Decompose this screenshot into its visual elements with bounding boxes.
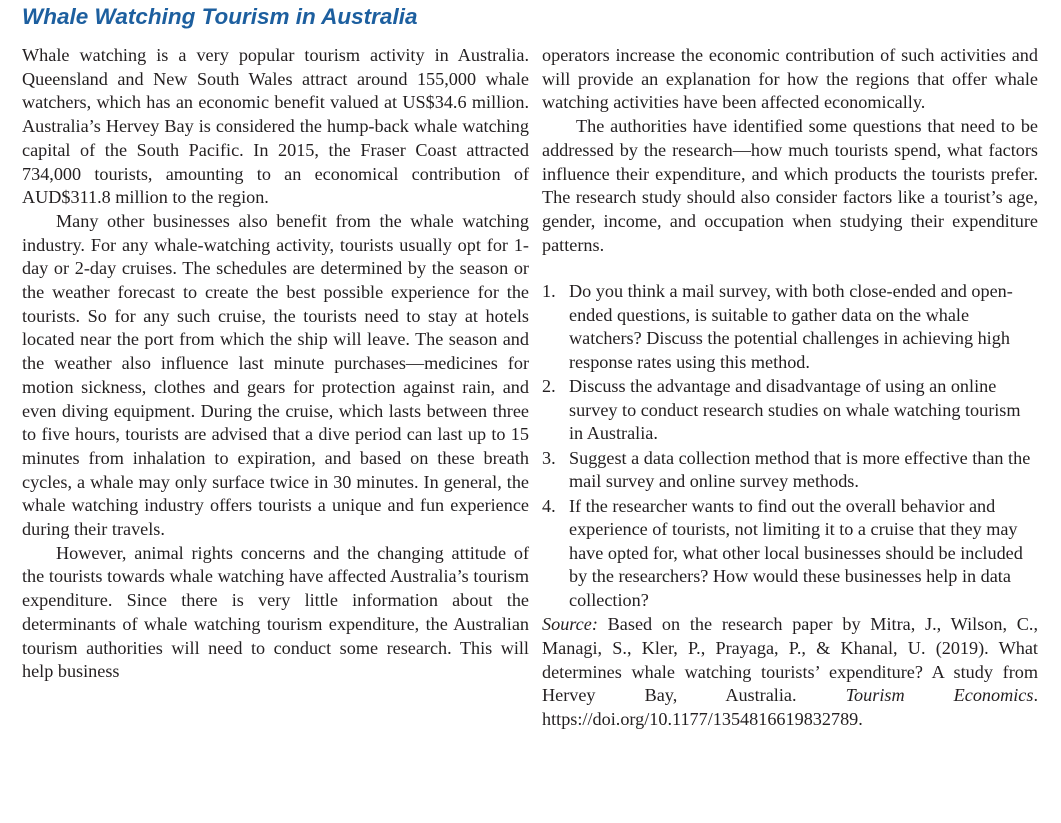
question-text: If the researcher wants to find out the overall behavior and experience of tourists, not limiting it to a cruise that they may have opted for, what other local businesses should be included by the researchers? How would these businesses help in data collection?: [569, 495, 1023, 610]
case-title: Whale Watching Tourism in Australia: [22, 4, 418, 29]
left-column: [22, 44, 529, 684]
body-paragraph: The authorities have identified some questions that need to be addressed by the research—how much tourists spend, what factors influence their expenditure, and which products the tourists prefer. The research study should also consider factors like a tourist’s age, gender, income, and occupation when studying their expenditure patterns.: [542, 116, 1038, 255]
right-column: [542, 44, 1038, 732]
body-paragraph: Many other businesses also benefit from the whale watching industry. For any whale-watching activity, tourists usually opt for 1-day or 2-day cruises. The schedules are determined by the season or the weather forecast to create the best possible experience for the tourists. So for any such cruise, the tourists need to stay at hotels located near the port from which the ship will leave. The season and the weather also influence last minute purchases—medicines for motion sickness, clothes and gears for protection against rain, and even diving equipment. During the cruise, which lasts between three to five hours, tourists are advised that a dive period can last up to 15 minutes from inhalation to expiration, and based on these breath cycles, a whale may only surface twice in 30 minutes. In general, the whale watching industry offers tourists a unique and fun experience during their travels.: [22, 210, 529, 540]
question-item: [542, 495, 1038, 613]
question-number: 1.: [542, 281, 556, 302]
body-paragraph: Whale watching is a very popular tourism activity in Australia. Queensland and New South Wales attract around 155,000 whale watchers, which has an economic benefit valued at US$34.6 million. Australia’s Hervey Bay is considered the hump-back whale watching capital of the South Pacific. In 2015, the Fraser Coast attracted 734,000 tourists, amounting to an economical contribution of AUD$311.8 million to the region.: [22, 45, 529, 208]
question-item: [542, 447, 1038, 494]
source-label: Source:: [542, 614, 598, 635]
source-journal: Tourism Economics: [845, 685, 1034, 706]
source-text: Based on the research paper by Mitra, J., Wilson, C., Managi, S., Kler, P., Prayaga, P., & Khanal, U. (2019). What determines whale watching tourists’ expenditure? A study from Hervey Bay, Australia.: [542, 614, 1039, 706]
question-item: [542, 280, 1038, 374]
body-paragraph: operators increase the economic contribution of such activities and will provide an explanation for how the regions that offer whale watching activities have been affected economically.: [542, 45, 1038, 113]
source-doi: . https://doi.org/10.1177/1354816619832789.: [542, 685, 1038, 730]
question-number: 3.: [542, 447, 556, 468]
source-citation: [542, 613, 1038, 732]
question-number: 4.: [542, 495, 556, 516]
question-number: 2.: [542, 376, 556, 397]
question-text: Do you think a mail survey, with both close-ended and open-ended questions, is suitable to gather data on the whale watchers? Discuss the potential challenges in achieving high response rates using this method.: [569, 281, 1013, 372]
question-item: [542, 375, 1038, 446]
question-text: Discuss the advantage and disadvantage of using an online survey to conduct research studies on whale watching tourism in Australia.: [569, 376, 1021, 444]
body-paragraph: However, animal rights concerns and the changing attitude of the tourists towards whale watching have affected Australia’s tourism expenditure. Since there is very little information about the determinants of whale watching tourism expenditure, the Australian tourism authorities will need to conduct some research. This will help business: [22, 542, 529, 682]
question-list: [542, 280, 1038, 612]
question-text: Suggest a data collection method that is more effective than the mail survey and online survey methods.: [569, 447, 1031, 492]
